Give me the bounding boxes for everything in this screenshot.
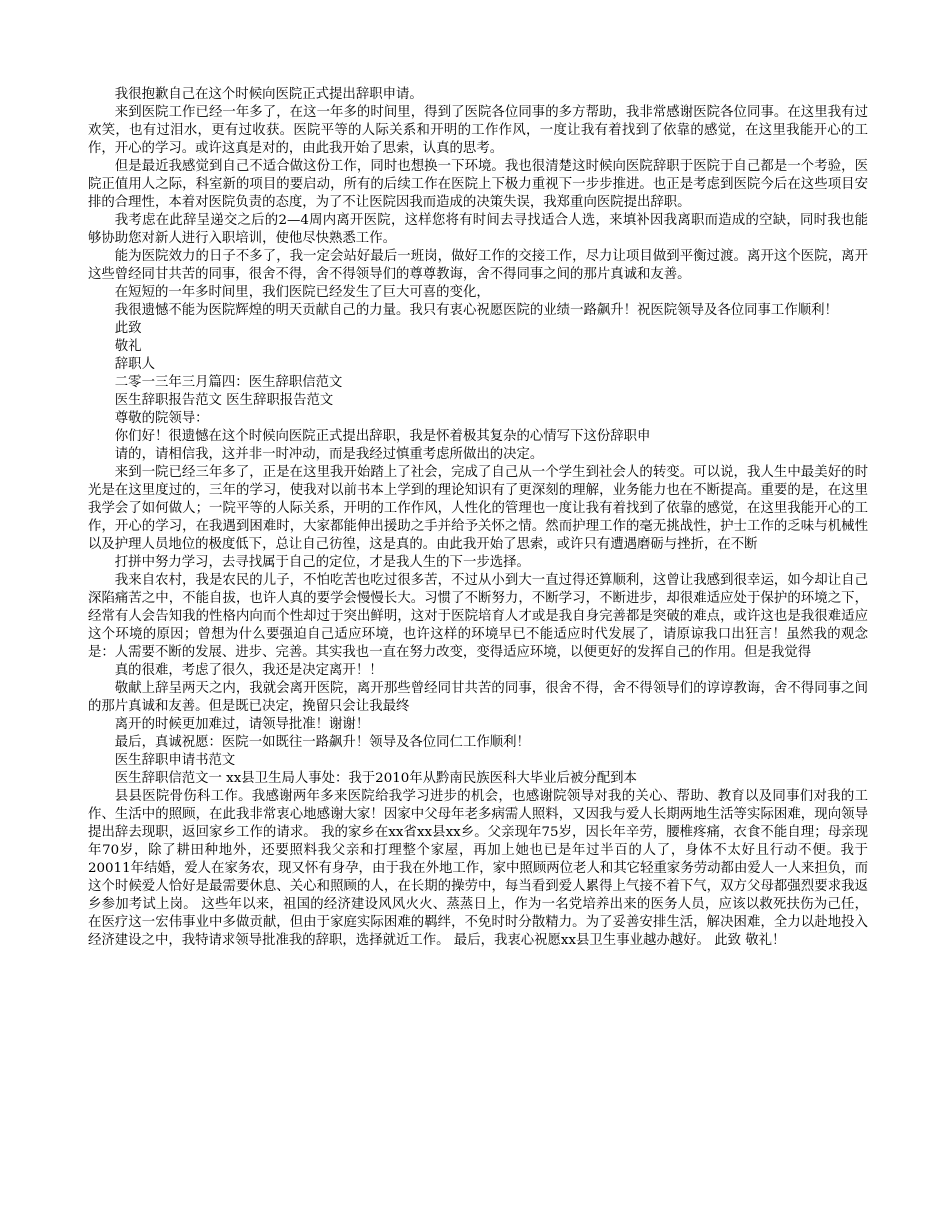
paragraph-rural-background: 我来自农村，我是农民的儿子，不怕吃苦也吃过很多苦，不过从小到大一直过得还算顺利，这曾让我感到很幸运，如今却让自己深陷痛苦之中，不能自拔，也许人真的要学会慢慢长大。习惯了不断努力，不断学习，不断进步，却很难适应处于保护的环境之下，经常有人会告知我的性格内向而个性却过于突出鲜明，这对于医院培育人才或是我自身完善都是突破的难点，或许这也是我很难适应这个环境的原因；曾想为什么要强迫自己适应环境，也许这样的环境早已不能适应时代发展了，请原谅我口出狂言！虽然我的观念是：人需要不断的发展、进步、完善。其实我也一直在努力改变，变得适应环境，以便更好的发挥自己的作用。但是我觉得 — [88, 573, 868, 660]
signature-resigner: 辞职人 — [114, 357, 155, 372]
paragraph-thanks: 来到医院工作已经一年多了，在这一年多的时间里，得到了医院各位同事的多方帮助，我非常感谢医院各位同事。在这里我有过欢笑，也有过泪水，更有过收获。医院平等的人际关系和开明的工作作风，一度让我有着找到了依靠的感觉，在这里我能开心的工作，开心的学习。或许这真是对的，由此我开始了思索，认真的思考。 — [88, 105, 868, 156]
paragraph-hard-decision: 真的很难，考虑了很久，我还是决定离开！！ — [114, 663, 383, 678]
paragraph-wishes: 我很遗憾不能为医院辉煌的明天贡献自己的力量。我只有衷心祝愿医院的业绩一路飙升！祝医院领导及各位同事工作顺利！ — [114, 303, 838, 318]
closing-cizhi: 此致 — [114, 321, 142, 336]
paragraph-sample-intro: 医生辞职信范文一 xx县卫生局人事处：我于2010年从黔南民族医科大毕业后被分配到本 — [114, 771, 637, 786]
date-and-section-heading: 二零一三年三月篇四：医生辞职信范文 — [114, 375, 343, 390]
section-title: 医生辞职报告范文 医生辞职报告范文 — [114, 393, 334, 408]
paragraph-reason: 但是最近我感觉到自己不适合做这份工作，同时也想换一下环境。我也很清楚这时候向医院辞职于医院于自己都是一个考验，医院正值用人之际，科室新的项目的要启动，所有的后续工作在医院上下极力重视下一步步推进。也正是考虑到医院今后在这些项目安排的合理性，本着对医院负责的态度，为了不让医院因我而造成的决策失误，我郑重向医院提出辞职。 — [88, 159, 868, 210]
salutation: 尊敬的院领导： — [114, 411, 209, 426]
paragraph-apology: 我很抱歉自己在这个时候向医院正式提出辞职申请。 — [114, 87, 423, 102]
document-body — [88, 86, 868, 950]
closing-jingli: 敬礼 — [114, 339, 142, 354]
paragraph-sample-body: 县县医院骨伤科工作。我感谢两年多来医院给我学习进步的机会，也感谢院领导对我的关心、帮助、教育以及同事们对我的工作、生活中的照顾，在此我非常衷心地感谢大家！因家中父母年老多病需人照料，又因我与爱人长期两地生活等实际困难，现向领导提出辞去现职，返回家乡工作的请求。 我的家乡在xx省xx县xx乡。父亲现年75岁，因长年辛劳，腰椎疼痛，衣食不能自理；母亲现年70岁，除了耕田种地外，还要照料我父亲和打理整个家屋，再加上她也已是年过半百的人了，身体不太好且行动不便。我于20011年结婚，爱人在家务农，现又怀有身孕，由于我在外地工作，家中照顾两位老人和其它轻重家务劳动都由爱人一人来担负，而这个时候爱人恰好是最需要休息、关心和照顾的人，在长期的操劳中，每当看到爱人累得上气接不着下气，双方父母都强烈要求我返乡参加考试上岗。 这些年以来，祖国的经济建设风风火火、蒸蒸日上，作为一名党培养出来的医务人员，应该以救死扶伤为己任，在医疗这一宏伟事业中多做贡献，但由于家庭实际困难的羁绊，不免时时分散精力。为了妥善安排生活，解决困难，全力以赴地投入经济建设之中，我特请求领导批准我的辞职，选择就近工作。 最后，我衷心祝愿xx县卫生事业越办越好。 此致 敬礼！ — [88, 789, 868, 948]
paragraph-change: 在短短的一年多时间里，我们医院已经发生了巨大可喜的变化， — [114, 285, 490, 300]
paragraph-leave-within-two-days: 敬献上辞呈两天之内，我就会离开医院，离开那些曾经同甘共苦的同事，很舍不得，舍不得领导们的谆谆教诲，舍不得同事之间的那片真诚和友善。但是既已决定，挽留只会让我最终 — [88, 681, 868, 714]
paragraph-handover: 能为医院效力的日子不多了，我一定会站好最后一班岗，做好工作的交接工作，尽力让项目做到平衡过渡。离开这个医院，离开这些曾经同甘共苦的同事，很舍不得，舍不得领导们的尊尊教诲，舍不得同事之间的那片真诚和友善。 — [88, 249, 868, 282]
paragraph-decision: 请的，请相信我，这并非一时冲动，而是我经过慎重考虑所做出的决定。 — [114, 447, 544, 462]
paragraph-timeline: 我考虑在此辞呈递交之后的2—4周内离开医院，这样您将有时间去寻找适合人选，来填补因我离职而造成的空缺，同时我也能够协助您对新人进行入职培训，使他尽快熟悉工作。 — [88, 213, 868, 246]
paragraph-final-wishes: 最后，真诚祝愿：医院一如既往一路飙升！领导及各位同仁工作顺利！ — [114, 735, 530, 750]
paragraph-approval-request: 离开的时候更加难过，请领导批准！谢谢！ — [114, 717, 370, 732]
section-title-sample: 医生辞职申请书范文 — [114, 753, 236, 768]
paragraph-next-step: 打拼中努力学习，去寻找属于自己的定位，才是我人生的下一步选择。 — [114, 555, 530, 570]
paragraph-three-years: 来到一院已经三年多了，正是在这里我开始踏上了社会，完成了自己从一个学生到社会人的转变。可以说，我人生中最美好的时光是在这里度过的，三年的学习，使我对以前书本上学到的理论知识有了更深刻的理解，业务能力也在不断提高。重要的是，在这里我学会了如何做人；一院平等的人际关系，开明的工作作风，人性化的管理也一度让我有着找到了依靠的感觉，在这里我能开心的工作，开心的学习，在我遇到困难时，大家都能伸出援助之手并给予关怀之情。然而护理工作的毫无挑战性，护士工作的乏味与机械性以及护理人员地位的极度低下，总让自己彷徨，这是真的。由此我开始了思索，或许只有遭遇磨砺与挫折，在不断 — [88, 465, 868, 552]
paragraph-greeting: 你们好！很遗憾在这个时候向医院正式提出辞职，我是怀着极其复杂的心情写下这份辞职申 — [114, 429, 651, 444]
